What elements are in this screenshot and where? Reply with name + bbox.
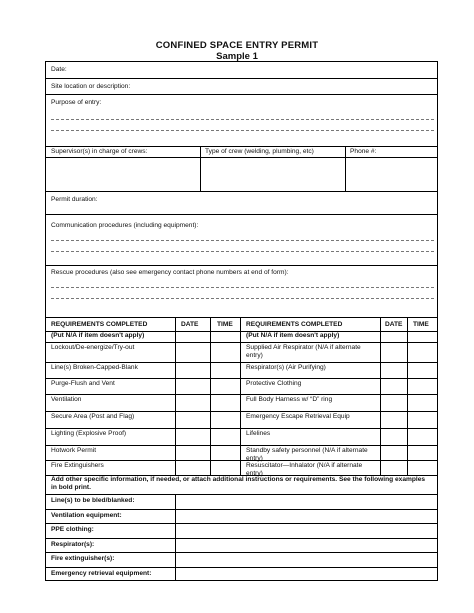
requirement-item-right: Full Body Harness w/ “D” ring <box>246 396 333 403</box>
divider <box>46 146 437 147</box>
requirement-item-left: Lockout/De-energize/Try-out <box>51 344 135 351</box>
row-divider <box>46 538 437 539</box>
requirements-header-left: REQUIREMENTS COMPLETED <box>51 321 148 328</box>
divider <box>46 214 437 215</box>
write-line[interactable] <box>51 287 434 288</box>
requirements-subheader-left: (Put N/A if item doesn't apply) <box>51 332 145 339</box>
time-column-header: TIME <box>217 321 233 328</box>
column-divider <box>175 317 176 475</box>
requirement-item-right: Respirator(s) (Air Purifying) <box>246 364 326 371</box>
write-line[interactable] <box>51 119 434 120</box>
column-divider <box>407 317 408 475</box>
additional-item-label: Ventilation equipment: <box>51 511 122 519</box>
row-divider <box>46 394 437 395</box>
divider <box>46 157 437 158</box>
row-divider <box>46 567 437 568</box>
site-label: Site location or description: <box>51 83 131 90</box>
column-divider <box>210 317 211 475</box>
requirements-subheader-right: (Put N/A if item doesn't apply) <box>246 332 340 339</box>
supervisor-label: Supervisor(s) in charge of crews: <box>51 148 148 155</box>
additional-item-label: Respirator(s): <box>51 540 95 548</box>
divider <box>46 265 437 266</box>
column-divider <box>240 317 241 475</box>
rescue-label: Rescue procedures (also see emergency contact phone numbers at end of form): <box>51 269 289 276</box>
additional-instructions: Add other specific information, if needed, or attach additional instructions or requirements. See the following examples in bold print. <box>51 476 426 491</box>
requirement-item-left: Lighting (Explosive Proof) <box>51 430 127 437</box>
divider <box>46 191 437 192</box>
row-divider <box>46 378 437 379</box>
requirement-item-right: Emergency Escape Retrieval Equip <box>246 413 350 420</box>
divider <box>46 342 437 343</box>
divider <box>46 494 437 495</box>
column-divider <box>200 146 201 191</box>
row-divider <box>46 411 437 412</box>
divider <box>46 94 437 95</box>
row-divider <box>46 445 437 446</box>
write-line[interactable] <box>51 251 434 252</box>
write-line[interactable] <box>51 130 434 131</box>
additional-item-label: PPE clothing: <box>51 526 94 533</box>
duration-label: Permit duration: <box>51 196 98 203</box>
write-line[interactable] <box>51 240 434 241</box>
requirements-header-right: REQUIREMENTS COMPLETED <box>246 321 343 328</box>
requirement-item-right: Standby safety personnel (N/A if alternate entry) <box>246 447 368 462</box>
column-divider <box>380 317 381 475</box>
requirement-item-left: Purge-Flush and Vent <box>51 380 115 387</box>
purpose-label: Purpose of entry: <box>51 99 102 106</box>
requirement-item-left: Ventilation <box>51 396 82 403</box>
date-column-header: DATE <box>385 321 403 328</box>
requirement-item-left: Secure Area (Post and Flag) <box>51 413 135 420</box>
requirement-item-left: Fire Extinguishers <box>51 462 104 469</box>
additional-item-label: Fire extinguisher(s): <box>51 555 115 562</box>
write-line[interactable] <box>51 298 434 299</box>
permit-form <box>45 61 438 581</box>
requirement-item-right: Supplied Air Respirator (N/A if alternate entry) <box>246 344 361 359</box>
date-label: Date: <box>51 66 67 73</box>
communication-label: Communication procedures (including equipment): <box>51 222 199 229</box>
requirement-item-right: Lifelines <box>246 430 271 437</box>
row-divider <box>46 552 437 553</box>
divider <box>46 78 437 79</box>
requirement-item-left: Hotwork Permit <box>51 447 97 454</box>
row-divider <box>46 428 437 429</box>
requirement-item-right: Resuscitator—Inhalator (N/A if alternate entry) <box>246 462 363 477</box>
requirement-item-left: Line(s) Broken-Capped-Blank <box>51 364 138 371</box>
row-divider <box>46 460 437 461</box>
phone-label: Phone #: <box>350 148 377 155</box>
date-column-header: DATE <box>181 321 199 328</box>
row-divider <box>46 509 437 510</box>
row-divider <box>46 523 437 524</box>
additional-item-label: Emergency retrieval equipment: <box>51 569 152 577</box>
column-divider <box>175 494 176 580</box>
time-column-header: TIME <box>413 321 429 328</box>
requirement-item-right: Protective Clothing <box>246 380 302 387</box>
page-subtitle: Sample 1 <box>216 51 258 62</box>
divider <box>46 317 437 318</box>
additional-item-label: Line(s) to be bled/blanked: <box>51 497 135 504</box>
crew-type-label: Type of crew (welding, plumbing, etc) <box>205 148 314 155</box>
column-divider <box>345 146 346 191</box>
row-divider <box>46 362 437 363</box>
page-title: CONFINED SPACE ENTRY PERMIT <box>155 40 319 51</box>
